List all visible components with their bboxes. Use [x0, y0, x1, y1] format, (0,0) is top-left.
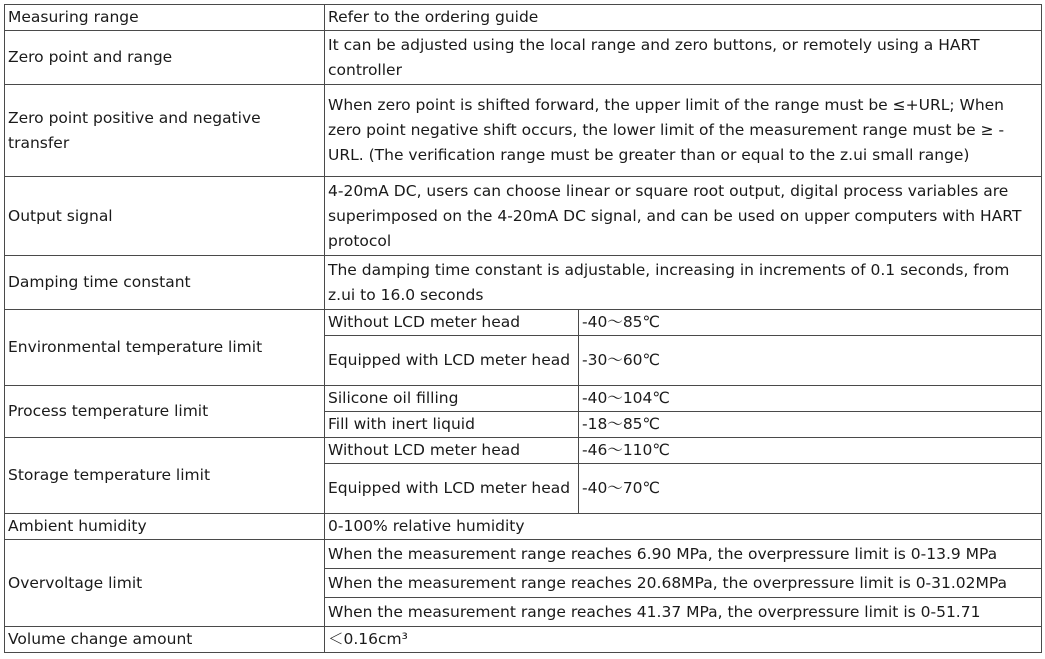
- row-label: Zero point positive and negative transfer: [5, 85, 325, 177]
- row-label: Overvoltage limit: [5, 540, 325, 627]
- table-row: [5, 386, 1042, 412]
- table-row: [5, 177, 1042, 256]
- row-label: Process temperature limit: [5, 386, 325, 438]
- condition-cell: Equipped with LCD meter head: [325, 464, 579, 514]
- row-label: Ambient humidity: [5, 514, 325, 540]
- value-cell: -40～70℃: [579, 464, 1042, 514]
- table-row: [5, 5, 1042, 31]
- condition-cell: Silicone oil filling: [325, 386, 579, 412]
- table-row: [5, 31, 1042, 85]
- row-value: It can be adjusted using the local range and zero buttons, or remotely using a HART controller: [325, 31, 1042, 85]
- value-cell: -40～104℃: [579, 386, 1042, 412]
- table-row: [5, 540, 1042, 569]
- specification-table: [4, 4, 1042, 653]
- row-value: When zero point is shifted forward, the upper limit of the range must be ≤+URL; When zero point negative shift occurs, the lower limit of the measurement range must be ≥ -URL. (The verification range must be greater than or equal to the z.ui small range): [325, 85, 1042, 177]
- row-label: Environmental temperature limit: [5, 310, 325, 386]
- table-row: [5, 256, 1042, 310]
- row-value: When the measurement range reaches 20.68MPa, the overpressure limit is 0-31.02MPa: [325, 569, 1042, 598]
- row-value: When the measurement range reaches 41.37 MPa, the overpressure limit is 0-51.71: [325, 598, 1042, 627]
- row-label: Storage temperature limit: [5, 438, 325, 514]
- row-value: Refer to the ordering guide: [325, 5, 1042, 31]
- table-row: [5, 514, 1042, 540]
- table-row: [5, 438, 1042, 464]
- row-label: Damping time constant: [5, 256, 325, 310]
- row-label: Zero point and range: [5, 31, 325, 85]
- value-cell: -40～85℃: [579, 310, 1042, 336]
- condition-cell: Fill with inert liquid: [325, 412, 579, 438]
- row-value: 0-100% relative humidity: [325, 514, 1042, 540]
- table-row: [5, 627, 1042, 653]
- value-cell: -30～60℃: [579, 336, 1042, 386]
- value-cell: -18～85℃: [579, 412, 1042, 438]
- row-label: Volume change amount: [5, 627, 325, 653]
- row-value: ＜0.16cm³: [325, 627, 1042, 653]
- condition-cell: Without LCD meter head: [325, 310, 579, 336]
- row-label: Output signal: [5, 177, 325, 256]
- condition-cell: Equipped with LCD meter head: [325, 336, 579, 386]
- condition-cell: Without LCD meter head: [325, 438, 579, 464]
- row-value: 4-20mA DC, users can choose linear or square root output, digital process variables are superimposed on the 4-20mA DC signal, and can be used on upper computers with HART protocol: [325, 177, 1042, 256]
- table-row: [5, 310, 1042, 336]
- row-label: Measuring range: [5, 5, 325, 31]
- value-cell: -46～110℃: [579, 438, 1042, 464]
- table-row: [5, 85, 1042, 177]
- row-value: The damping time constant is adjustable, increasing in increments of 0.1 seconds, from z.ui to 16.0 seconds: [325, 256, 1042, 310]
- row-value: When the measurement range reaches 6.90 MPa, the overpressure limit is 0-13.9 MPa: [325, 540, 1042, 569]
